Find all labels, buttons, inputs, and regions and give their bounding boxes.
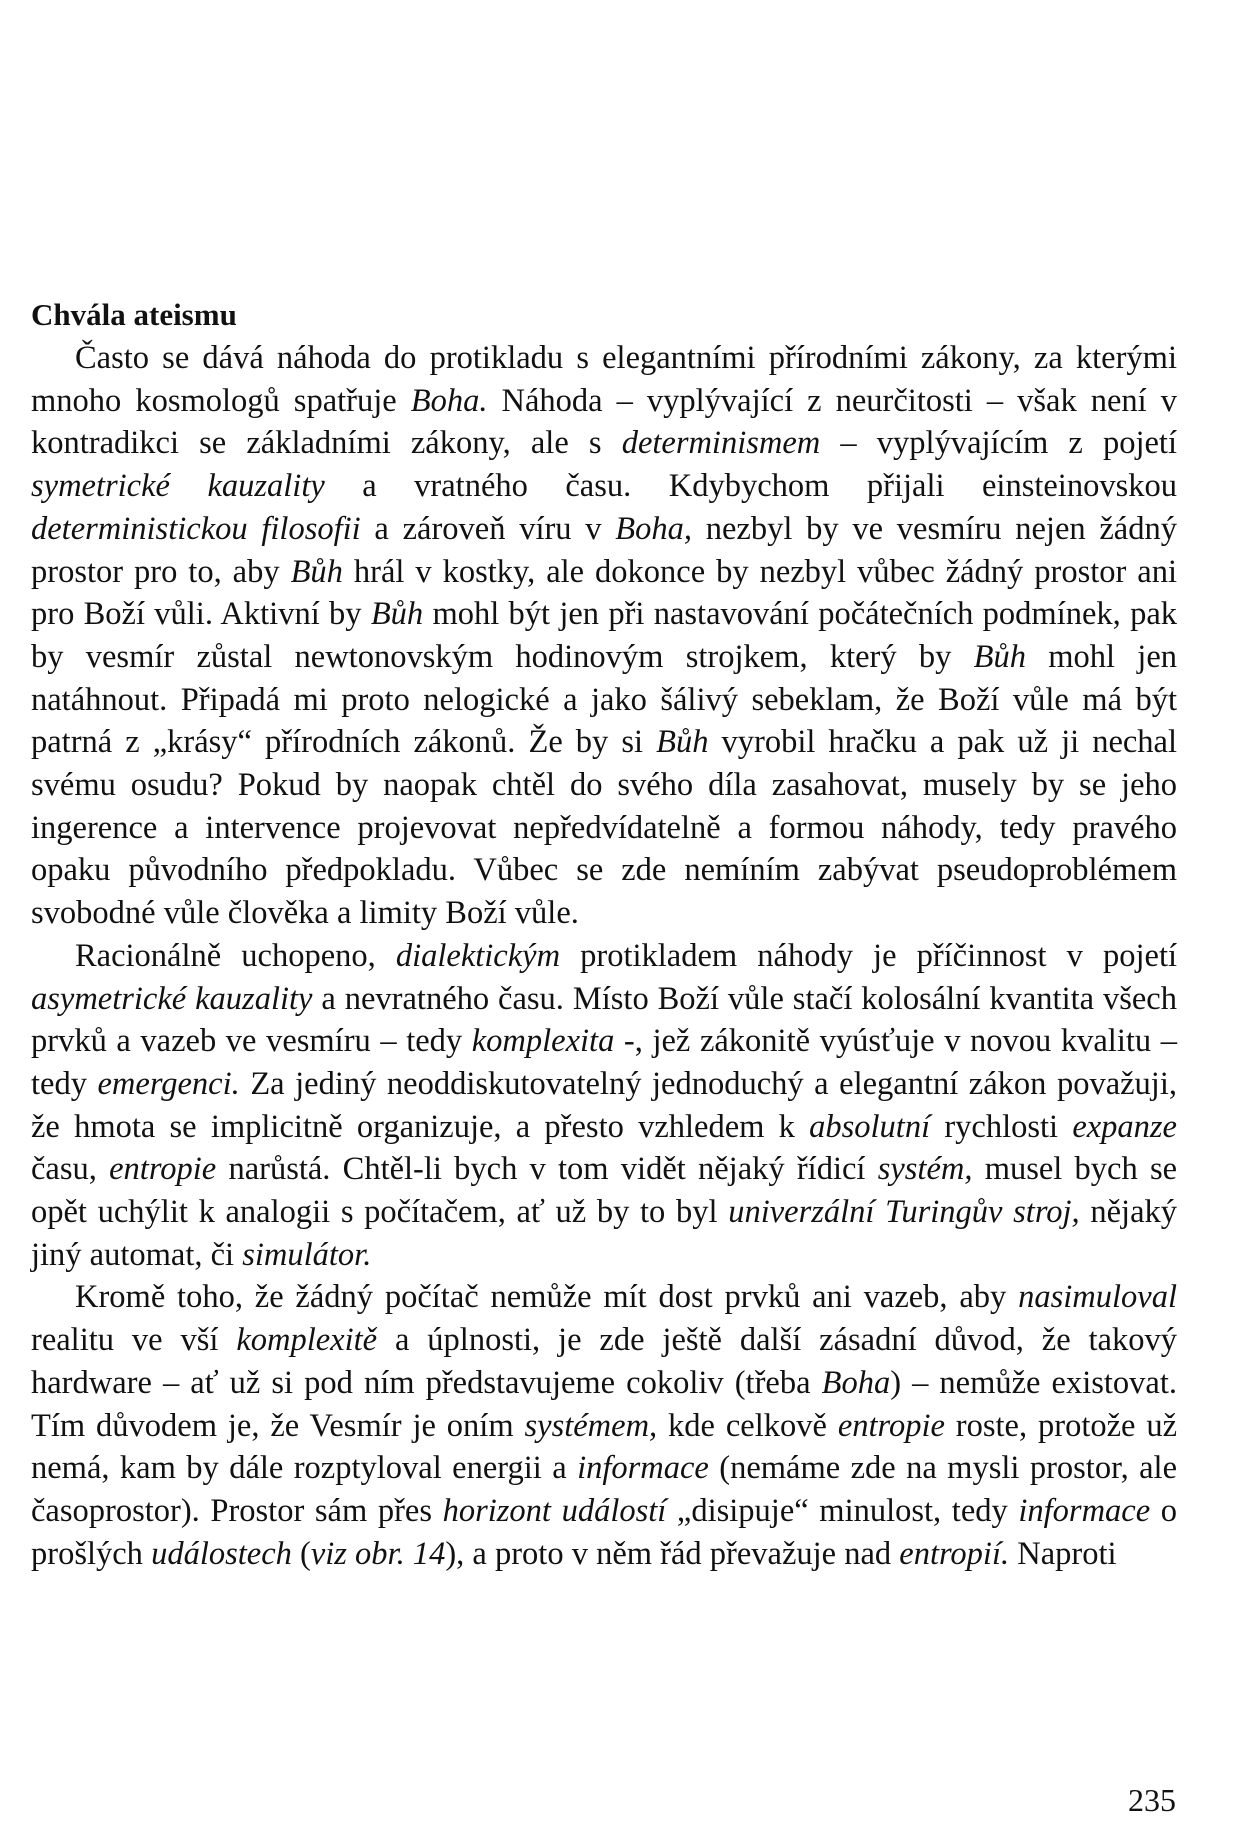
italic-run: asymetrické kauzality [31, 980, 313, 1017]
text-run: Racionálně uchopeno, [75, 937, 396, 974]
text-run: kde celkově [657, 1407, 838, 1444]
text-run: narůstá. Chtěl-li bych v tom vidět nějaký řídicí [216, 1151, 878, 1188]
text-run: mohl jen natáhnout. Připadá mi proto nelogické a jako šálivý sebeklam, že Boží vůle má být patrná z „krásy“ přírodních zákonů. Že by si [31, 638, 1177, 761]
text-run: a vratného času. Kdybychom přijali einsteinovskou [324, 468, 1177, 505]
italic-run: Bůh [973, 638, 1026, 675]
text-run: času, [31, 1151, 110, 1188]
italic-run: entropie [837, 1407, 945, 1444]
text-run: a úplnosti, je zde ještě další zásadní důvod, že takový hardware – ať už si pod ním představujeme cokoliv (třeba [31, 1322, 1177, 1401]
text-run: nějaký jiný automat, či [31, 1194, 1177, 1273]
paragraph-1 [31, 337, 1177, 935]
text-run: -, jež zákonitě vyúsťuje v novou kvalitu – tedy [31, 1023, 1177, 1102]
italic-run: horizont událostí [442, 1492, 667, 1529]
text-run: roste, protože už nemá, kam by dále rozptyloval energii a [31, 1407, 1178, 1487]
text-run: – vyplývajícím z pojetí [820, 425, 1177, 462]
italic-run: událostech [151, 1535, 292, 1572]
italic-run: determinismem [621, 425, 821, 462]
italic-run: expanze [1072, 1108, 1177, 1145]
text-run: Naproti [1009, 1535, 1117, 1572]
paragraph-3 [31, 1276, 1177, 1575]
italic-run: informace [577, 1450, 709, 1487]
italic-run: systém, [877, 1151, 973, 1188]
text-run: vyrobil hračku a pak už ji nechal svému osudu? Pokud by naopak chtěl do svého díla zasahovat, musely by se jeho ingerence a intervence projevovat nepředvídatelně a formou náhody, tedy pravého opaku původního předpokladu. Vůbec se zde nemíním zabývat pseudoproblémem svobodné vůle člověka a limity Boží vůle. [31, 724, 1177, 932]
text-run: a nevratného času. Místo Boží vůle stačí kolosální kvantita všech prvků a vazeb ve vesmíru – tedy [31, 980, 1177, 1060]
text-run [405, 1536, 413, 1572]
text-run: ( [291, 1535, 311, 1572]
italic-run: viz obr. [310, 1535, 405, 1572]
text-run: Za jediný neoddiskutovatelný jednoduchý a elegantní zákon považuji, že hmota se implicitně organizuje, a přesto vzhledem k [31, 1065, 1177, 1145]
paragraph-2 [31, 935, 1177, 1277]
italic-run: absolutní [809, 1108, 931, 1145]
text-run: a zároveň víru v [360, 510, 616, 547]
italic-run: Boha, [615, 510, 693, 547]
italic-run: entropií. [899, 1535, 1010, 1572]
italic-run: symetrické kauzality [31, 468, 325, 505]
italic-run: systémem, [524, 1407, 658, 1444]
text-run: protikladem náhody je příčinnost v pojetí [560, 937, 1177, 974]
text-run: ) – nemůže existovat. Tím důvodem je, že Vesmír je oním [31, 1364, 1178, 1444]
italic-run: Bůh [656, 724, 709, 761]
page-number: 235 [1128, 1782, 1176, 1818]
text-run: rychlosti [930, 1108, 1073, 1145]
text-run: o prošlých [31, 1492, 1177, 1572]
italic-run: Bůh [370, 596, 424, 633]
italic-run: Boha. [410, 382, 488, 419]
italic-run: informace [1018, 1492, 1151, 1529]
text-run: Náhoda – vyplývající z neurčitosti – však není v kontradikci se základními zákony, ale s [31, 382, 1177, 462]
text-run: „disipuje“ minulost, tedy [666, 1492, 1019, 1529]
text-run: realitu ve vší [31, 1322, 237, 1359]
italic-run: univerzální Turingův stroj, [728, 1194, 1080, 1231]
italic-run: deterministickou filosofii [31, 510, 361, 547]
italic-run: nasimuloval [1018, 1279, 1177, 1316]
italic-run: emergenci. [97, 1065, 240, 1102]
italic-run: komplexitě [236, 1322, 378, 1359]
italic-run: entropie [109, 1151, 217, 1188]
text-run: musel bych se opět uchýlit k analogii s počítačem, ať už by to byl [31, 1151, 1178, 1231]
italic-run: Bůh [290, 553, 343, 590]
italic-run: Boha [821, 1364, 891, 1401]
text-run: nezbyl by ve vesmíru nejen žádný prostor pro to, aby [31, 510, 1177, 590]
text-run: Často se dává náhoda do protikladu s elegantními přírodními zákony, za kterými mnoho kosmologů spatřuje [31, 340, 1177, 419]
italic-run: 14 [412, 1535, 446, 1572]
italic-run: simulátor. [242, 1236, 372, 1273]
text-run: hrál v kostky, ale dokonce by nezbyl vůbec žádný prostor ani pro Boží vůli. Aktivní by [31, 553, 1177, 633]
text-run: ), a proto v něm řád převažuje nad [445, 1535, 900, 1572]
text-run: (nemáme zde na mysli prostor, ale časoprostor). Prostor sám přes [31, 1450, 1178, 1529]
section-heading: Chvála ateismu [31, 297, 237, 332]
italic-run: dialektickým [395, 937, 561, 974]
italic-run: komplexita [471, 1023, 615, 1060]
text-run: mohl být jen při nastavování počátečních podmínek, pak by vesmír zůstal newtonovským hodinovým strojkem, který by [31, 596, 1177, 675]
text-run: Kromě toho, že žádný počítač nemůže mít dost prvků ani vazeb, aby [75, 1279, 1019, 1316]
body-text [31, 337, 1177, 1575]
